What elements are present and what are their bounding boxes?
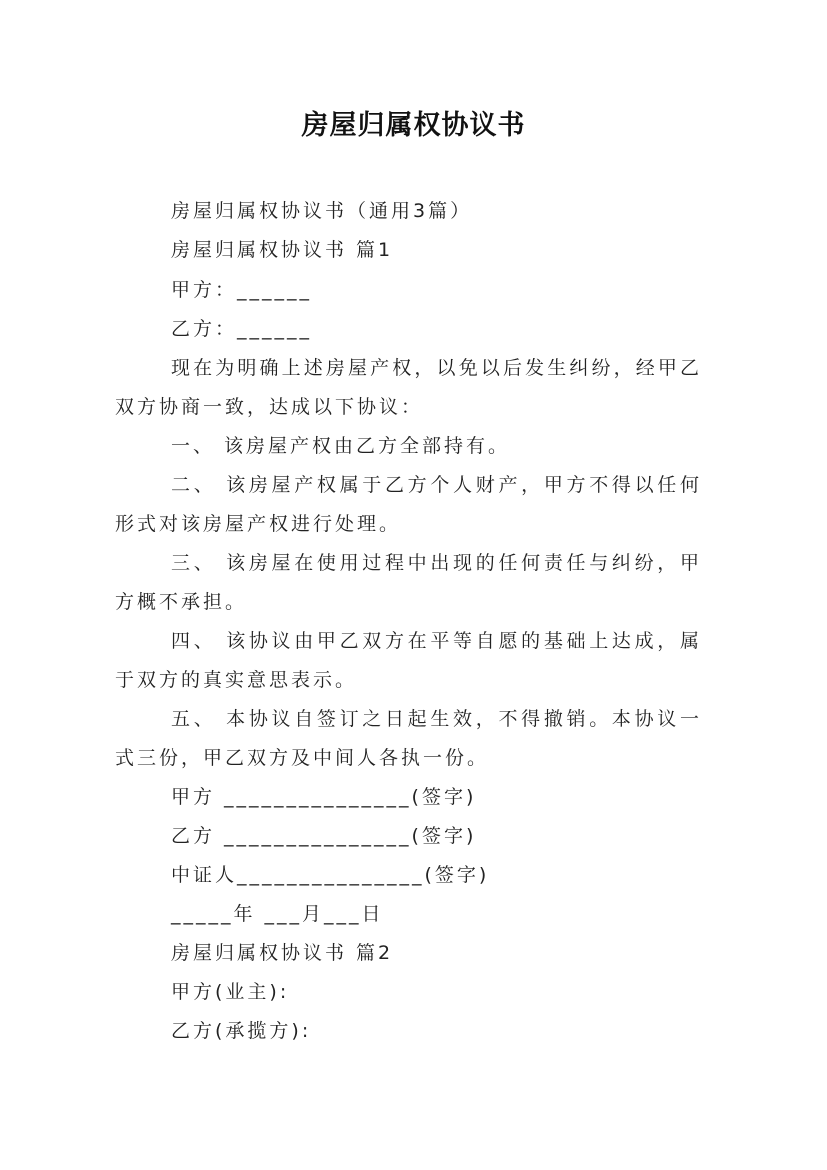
- section-heading-1: 房屋归属权协议书 篇1: [171, 239, 394, 261]
- clause-3-cont: 方概不承担。: [115, 591, 248, 613]
- party-a-owner-line: 甲方(业主):: [171, 981, 290, 1003]
- clause-4: 四、 该协议由甲乙双方在平等自愿的基础上达成，属: [171, 630, 701, 652]
- paragraph-line: 现在为明确上述房屋产权，以免以后发生纠纷，经甲乙: [171, 357, 701, 379]
- clause-5-cont: 式三份，甲乙双方及中间人各执一份。: [115, 747, 490, 769]
- paragraph-line: 双方协商一致，达成以下协议：: [115, 396, 424, 418]
- signature-witness: 中证人_______________(签字): [171, 864, 490, 886]
- doc-heading-line: 房屋归属权协议书（通用3篇）: [171, 200, 473, 222]
- clause-4-cont: 于双方的真实意思表示。: [115, 669, 358, 691]
- signature-party-b: 乙方 _______________(签字): [171, 825, 477, 847]
- clause-2-cont: 形式对该房屋产权进行处理。: [115, 513, 402, 535]
- clause-2: 二、 该房屋产权属于乙方个人财产，甲方不得以任何: [171, 474, 701, 496]
- document-title: 房屋归属权协议书: [301, 110, 526, 141]
- party-a-line: 甲方：______: [171, 279, 313, 301]
- party-b-contractor-line: 乙方(承揽方):: [171, 1020, 312, 1042]
- signature-party-a: 甲方 _______________(签字): [171, 786, 477, 808]
- date-line: _____年 ___月___日: [171, 903, 384, 925]
- clause-1: 一、 该房屋产权由乙方全部持有。: [171, 435, 511, 457]
- party-b-line: 乙方：______: [171, 318, 313, 340]
- clause-5: 五、 本协议自签订之日起生效，不得撤销。本协议一: [171, 708, 701, 730]
- clause-3: 三、 该房屋在使用过程中出现的任何责任与纠纷，甲: [171, 552, 701, 574]
- section-heading-2: 房屋归属权协议书 篇2: [171, 942, 394, 964]
